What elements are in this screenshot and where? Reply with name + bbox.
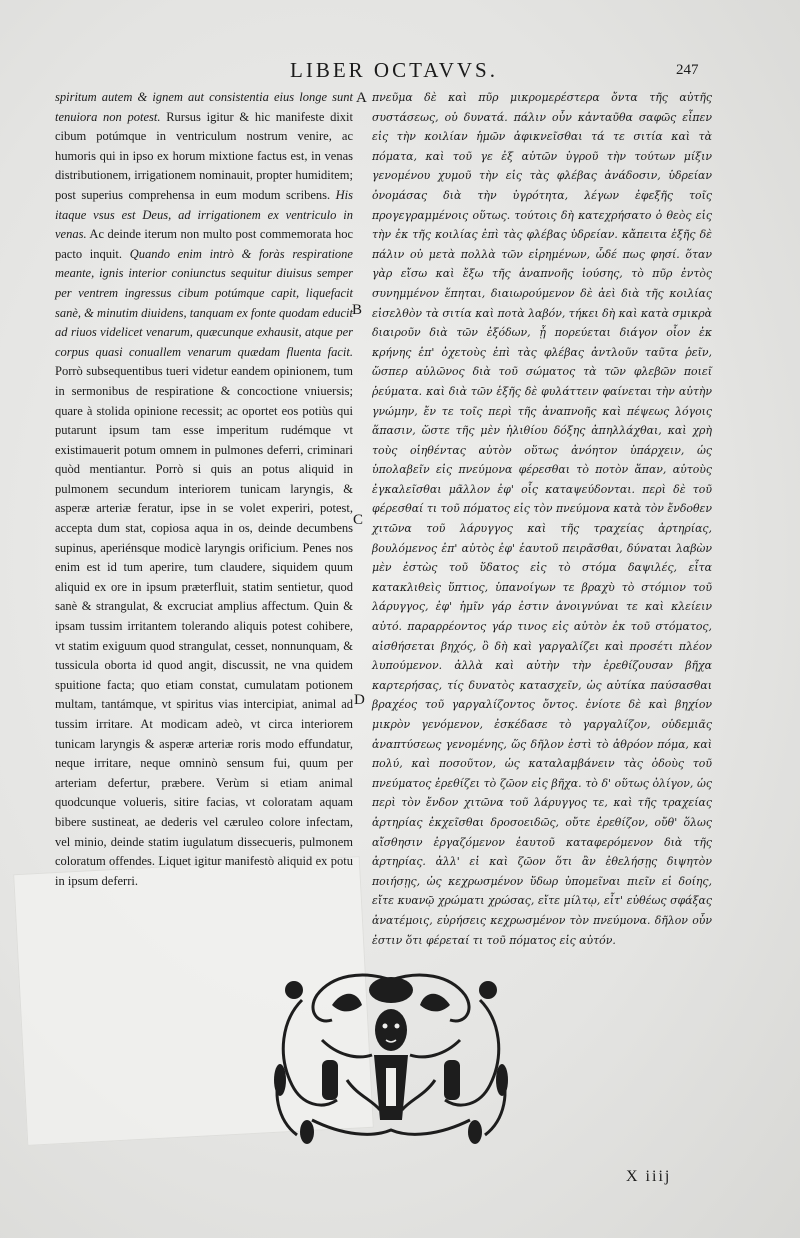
latin-text-2: Ac deinde iterum non multo post commemorata hoc pacto inquit. (55, 227, 353, 261)
printers-ornament-icon (262, 960, 520, 1150)
signature-mark: X iiij (626, 1168, 672, 1185)
page-number: 247 (676, 62, 699, 78)
latin-column (55, 88, 353, 891)
margin-marker-b: B (352, 302, 363, 318)
margin-marker-d: D (354, 692, 365, 708)
running-head: LIBER OCTAVVS. (290, 58, 498, 82)
latin-text (55, 88, 353, 891)
latin-text-3: Porrò subsequentibus tueri videtur eandem opinionem, tum in sermonibus de respiratione & concoctione vniuersis; quare à stolida opinione recessit; ac oportet eos potiùs qui putarunt ipsum tam esse imperitum rudémque vt existimauerit potum omnem in pulmones deferri, criminari quòd mentiantur. Porrò si quis an potus aliquid in pulmonem secundum interiorem tunicam laryngis, & asperæ arteriæ feratur, ipse in se volet experiri, potest, accepta dum stat, copiosa aqua in os, deinde decumbens supinus, aperiénsque modicè laryngis orificium. Penes nos enim est id tum aperire, tum claudere, siquidem quum aliquid ex ore in ipsum præterfluit, statim sentietur, quod sanè & strangulat, & excruciat amplius affectum. Quin & ipsam tussim irritantem tolerando aliquis potest cohibere, vt statim exiguum quod strangulat, cesset, nonnunquam, & tussicula oborta id quod angit, discussit, ne vna quidem spuitione facta; quo etiam constat, cumulatam potionem multam, tantámque, vt spiritus vias intercipiat, animal ad tussim irritare. At modicam adeò, vt circa interiorem tunicam laryngis & asperæ arteriæ roris modo effundatur, neque irritare, neque omninò sensum fui, quum per arteriam defertur, præbere. Verùm si etiam animal quodcunque volueris, sitire facias, vt coloratam aquam bibere sustineat, ae dederis vel cæruleo colore infectam, vel minio, deinde statim iugulatum dissecueris, pulmonem coloratum offendes. Liquet igitur manifestò aliquid ex potu in ipsum deferri. (55, 364, 353, 888)
latin-text-1: Rursus igitur & hic manifeste dixit cibum potúmque in ventriculum nostrum venire, ac humoris qui in ipso ex horum mixtione factus est, in venas distributionem, irrigationem nominauit, propter humiditem; post superius comprehensa in eum modum scribens. (55, 109, 353, 202)
latin-quote-2: His itaque vsus est Deus, ad irrigationem ex ventriculo in venas. (55, 187, 353, 242)
margin-marker-c: C (353, 512, 364, 528)
greek-column (372, 88, 712, 950)
latin-quote-3: Quando enim intrò & foràs respiratione meante, ignis interior coniunctus sequitur diuisus semper per ventrem ingressus cibum potúmque capit, liquefacit sanè, & minutim diuidens, tanquam ex fonte quodam educit ad riuos videlicet venarum, quæcunque exhausit, atque per corpus quasi conuallem venarum quædam fluenta facit. (55, 246, 353, 359)
greek-text: πνεῦμα δὲ καὶ πῦρ μικρομερέστερα ὄντα τῆς αὐτῆς συστάσεως, οὐ δυνατά. πάλιν οὖν κἀνταῦθα σαφῶς εἶπεν εἰς τὴν κοιλίαν ἡμῶν ἀφικνεῖσθαι τά τε σιτία καὶ τὰ πόματα, καὶ τοῦ γε ἐξ αὐτῶν ὑγροῦ τὴν τούτων μίξιν γενομένου χυμοῦ τὴν εἰς τὰς φλέβας ἀνάδοσιν, ὑδρείαν ὀνομάσας διὰ τὴν ὑγρότητα, λέγων ἐφεξῆς τοῖς προγεγραμμένοις οὕτως. τούτοις δὴ κατεχρήσατο ὁ θεὸς εἰς τὴν ἐκ τῆς κοιλίας ἐπὶ τὰς φλέβας ὑδρείαν. κἄπειτα ἑξῆς δὲ πάλιν οὐ μετὰ πολλὰ τῶν εἰρημένων, ὧδέ πως φησί. ὅταν γὰρ εἴσω καὶ ἔξω τῆς ἀναπνοῆς ἰούσης, τὸ πῦρ ἐντὸς συνημμένον ἕπηται, διαιωρούμενον δὲ ἀεὶ διὰ τῆς κοιλίας εἰσελθὸν τὰ σιτία καὶ ποτὰ λαβόν, τήκει δὴ καὶ κατὰ σμικρὰ διαιροῦν διὰ τῶν ἐξόδων, ᾗ πορεύεται διάγον οἷον ἐκ κρήνης ἐπ' ὀχετοὺς ἐπὶ τὰς φλέβας ἀντλοῦν ταῦτα ῥεῖν, ὥσπερ αὐλῶνος διὰ τοῦ σώματος τὰ τῶν φλεβῶν ποιεῖ ῥεύματα. καὶ διὰ τῶν ἑξῆς δὲ φυλάττειν φαίνεται τὴν αὐτὴν γνώμην, ἔν τε τοῖς περὶ τῆς ἀναπνοῆς καὶ πέψεως λόγοις ἅπασιν, ὥστε τῆς μὲν ἠλιθίου δόξης ἀπηλλάχθαι, καὶ χρὴ τοὺς οἰηθέντας αὐτὸν οὕτως ἀνόητον ὑπάρχειν, ὡς ὑπολαβεῖν εἰς πνεύμονα φέρεσθαι τὸ ποτὸν ἅπαν, αὐτοὺς ἐγκαλεῖσθαι μᾶλλον ἐφ' οἷς καταψεύδονται. περὶ δὲ τοῦ φέρεσθαί τι τοῦ πόματος εἰς τὸν πνεύμονα κατὰ τὸν ἔνδοθεν χιτῶνα τοῦ λάρυγγος καὶ τῆς τραχείας ἀρτηρίας, βουλόμενος ἐπ' αὐτὸς ἐφ' ἑαυτοῦ πειρᾶσθαι, δύναται λαβὼν μὲν ἑστὼς τοῦ ὕδατος εἰς τὸ στόμα δαψιλές, εἶτα κατακλιθεὶς ὕπτιος, ὑπανοίγων τε βραχὺ τὸ στόμιον τοῦ λάρυγγος, ἐφ' ἡμῖν γάρ ἐστιν ἀνοιγνύναι τε καὶ κλείειν αὐτό. παραρρέοντος γάρ τινος εἰς αὐτὸν ἐκ τοῦ στόματος, αἰσθήσεται βηχός, ὃ δὴ καὶ γαργαλίζει καὶ προσέτι πλέον λυπούμενον. ἀλλὰ καὶ αὐτὴν τὴν ἐρεθίζουσαν βῆχα καρτερήσας, τίς δυνατὸς κατασχεῖν, ὡς αὐτίκα παύσασθαι βραχέος τοῦ γαργαλίζοντος ὄντος. ἐνίοτε δὲ καὶ βηχίον μικρὸν γενόμενον, ἐσκέδασε τὸ γαργαλίζον, οὐδεμιᾶς ἀναπτύσεως γενομένης, ὥς δῆλον ἐστὶ τὸ ἀθρόον πόμα, καὶ πολύ, καὶ ποσοῦτον, ὡς καταλαμβάνειν τὰς ὁδοὺς τοῦ πνεύματος ἐρεθίζει τὸ ζῶον εἰς βῆχα. τὸ δ' οὕτως ὀλίγον, ὡς περὶ τὸν ἔνδον χιτῶνα τοῦ λάρυγγος τε, καὶ τῆς τραχείας ἀρτηρίας ἐκχεῖσθαι δροσοειδῶς, οὔτε ἐρεθίζον, οὔθ' ὅλως αἴσθησιν ἐργαζόμενον ἑαυτοῦ καταφερόμενον διὰ τῆς ἀρτηρίας. ἀλλ' εἰ καὶ ζῶον ὅτι ἂν ἐθελήσῃς διψητὸν ποιήσῃς, ὡς κεχρωσμένον ὕδωρ ὑπομεῖναι πιεῖν εἰ δοίης, εἴτε κυανῷ χρώματι χρώσας, εἴτε μίλτῳ, εἶτ' εὐθέως σφάξας ἀνατέμοις, εὑρήσεις κεχρωσμένον τὸν πνεύμονα. δῆλον οὖν ἐστιν ὅτι φέρεταί τι τοῦ πόματος εἰς αὐτόν. (372, 91, 712, 947)
latin-quote-1: spiritum autem & ignem aut consistentia eius longe sunt tenuiora non potest. (55, 90, 353, 124)
margin-marker-a: A (356, 90, 367, 106)
